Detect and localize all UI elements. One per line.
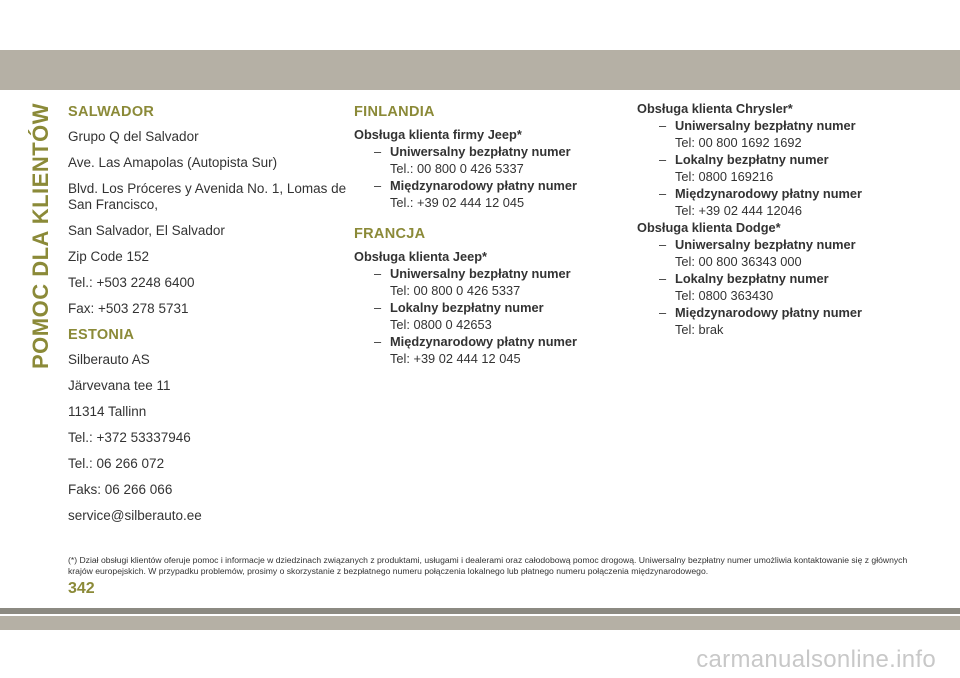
chrysler-group-title: Obsługa klienta Chrysler* (637, 101, 793, 116)
item-label: Uniwersalny bezpłatny numer (390, 266, 571, 281)
dash-marker: – (374, 144, 382, 159)
footnote: (*) Dział obsługi klientów oferuje pomoc i informacje w dziedzinach związanych z produktami, usługami i dealerami oraz całodobową pomoc drogową. Uniwersalny bezpłatny numer umożliwia kontaktowanie się z głównych krajów europejskich. W przypadku problemów, prosimy o skorzystanie z bezpłatnego numeru połączenia lokalnego lub płatnego numeru połączenia międzynarodowego. (68, 555, 908, 576)
item-phone: Tel: 00 800 0 426 5337 (390, 283, 521, 298)
salwador-line: Tel.: +503 2248 6400 (68, 275, 195, 290)
watermark: carmanualsonline.info (696, 646, 936, 673)
heading-finlandia: FINLANDIA (354, 104, 435, 120)
item-phone: Tel: 0800 169216 (675, 169, 774, 184)
header-bar (0, 50, 960, 90)
dash-marker: – (374, 334, 382, 349)
item-label: Lokalny bezpłatny numer (675, 271, 829, 286)
item-phone: Tel.: +39 02 444 12 045 (390, 195, 525, 210)
dodge-item (637, 270, 937, 304)
estonia-line: Faks: 06 266 066 (68, 482, 173, 497)
page-number: 342 (68, 580, 95, 597)
estonia-email: service@silberauto.ee (68, 508, 202, 523)
column-finlandia-francja (354, 100, 634, 367)
section-side-title (24, 100, 58, 372)
dash-marker: – (374, 178, 382, 193)
side-title-text: POMOC DLA KLIENTÓW (28, 102, 53, 370)
item-label: Uniwersalny bezpłatny numer (675, 118, 856, 133)
dash-marker: – (659, 305, 667, 320)
heading-estonia: ESTONIA (68, 327, 135, 343)
item-label: Międzynarodowy płatny numer (675, 305, 863, 320)
column-chrysler-dodge (637, 100, 937, 338)
francja-item (354, 333, 634, 367)
finlandia-group-title: Obsługa klienta firmy Jeep* (354, 127, 522, 142)
heading-francja: FRANCJA (354, 226, 426, 242)
item-label: Międzynarodowy płatny numer (675, 186, 863, 201)
estonia-line: Silberauto AS (68, 352, 150, 367)
heading-salwador: SALWADOR (68, 104, 155, 120)
salwador-line: Zip Code 152 (68, 249, 150, 264)
chrysler-item (637, 117, 937, 151)
dash-marker: – (659, 118, 667, 133)
item-phone: Tel: +39 02 444 12046 (675, 203, 803, 218)
item-phone: Tel.: 00 800 0 426 5337 (390, 161, 524, 176)
chrysler-item (637, 151, 937, 185)
francja-group-title: Obsługa klienta Jeep* (354, 249, 487, 264)
column-salwador-estonia (68, 100, 348, 534)
dash-marker: – (659, 271, 667, 286)
francja-item (354, 299, 634, 333)
item-phone: Tel: brak (675, 322, 724, 337)
salwador-line: San Salvador, El Salvador (68, 223, 225, 238)
item-label: Uniwersalny bezpłatny numer (390, 144, 571, 159)
item-phone: Tel: 00 800 36343 000 (675, 254, 802, 269)
top-margin (0, 0, 960, 50)
salwador-line: Ave. Las Amapolas (Autopista Sur) (68, 155, 278, 170)
item-phone: Tel: 00 800 1692 1692 (675, 135, 802, 150)
footer-rule (0, 608, 960, 614)
salwador-line: Fax: +503 278 5731 (68, 301, 189, 316)
item-phone: Tel: +39 02 444 12 045 (390, 351, 521, 366)
dash-marker: – (659, 152, 667, 167)
francja-item (354, 265, 634, 299)
dodge-item (637, 236, 937, 270)
dash-marker: – (659, 237, 667, 252)
finlandia-item (354, 143, 634, 177)
dash-marker: – (374, 266, 382, 281)
dodge-group-title: Obsługa klienta Dodge* (637, 220, 781, 235)
estonia-line: Järvevana tee 11 (68, 378, 171, 393)
dash-marker: – (374, 300, 382, 315)
salwador-line: Grupo Q del Salvador (68, 129, 199, 144)
chrysler-item (637, 185, 937, 219)
estonia-line: Tel.: +372 53337946 (68, 430, 191, 445)
item-label: Lokalny bezpłatny numer (675, 152, 829, 167)
estonia-line: Tel.: 06 266 072 (68, 456, 165, 471)
footer-bar (0, 616, 960, 630)
item-label: Lokalny bezpłatny numer (390, 300, 544, 315)
dash-marker: – (659, 186, 667, 201)
item-phone: Tel: 0800 363430 (675, 288, 774, 303)
finlandia-item (354, 177, 634, 211)
item-label: Międzynarodowy płatny numer (390, 334, 578, 349)
salwador-line: Blvd. Los Próceres y Avenida No. 1, Lomas de San Francisco, (68, 181, 347, 212)
estonia-line: 11314 Tallinn (68, 404, 147, 419)
item-phone: Tel: 0800 0 42653 (390, 317, 492, 332)
item-label: Uniwersalny bezpłatny numer (675, 237, 856, 252)
item-label: Międzynarodowy płatny numer (390, 178, 578, 193)
dodge-item (637, 304, 937, 338)
